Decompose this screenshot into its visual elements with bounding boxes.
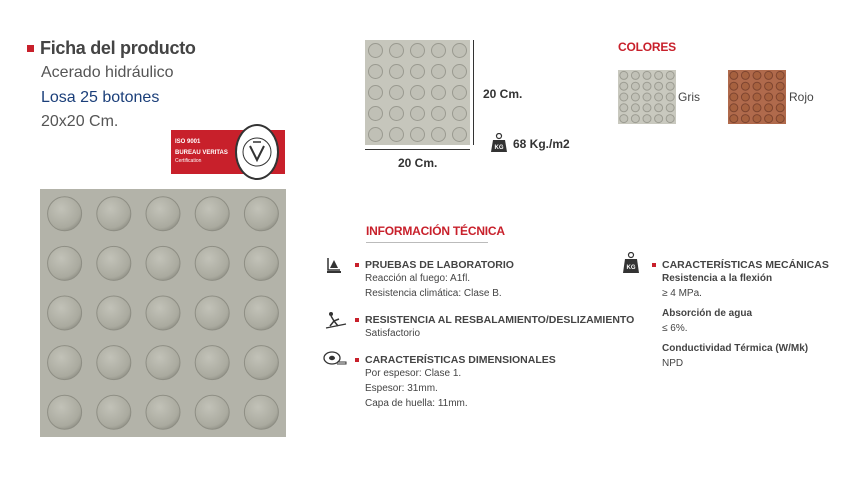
- tile-button: [244, 246, 278, 280]
- tile-button: [655, 104, 663, 112]
- tile-button: [741, 93, 749, 101]
- cert-certification: Certification: [175, 158, 202, 164]
- tile-button: [411, 65, 425, 79]
- tile-button: [411, 86, 425, 100]
- tile-button: [390, 128, 404, 142]
- tile-button: [753, 115, 761, 123]
- mechanical-title: CARACTERÍSTICAS MECÁNICAS: [662, 259, 829, 271]
- tile-button: [369, 107, 383, 121]
- fire-reaction: Reacción al fuego: A1fl.: [365, 273, 471, 284]
- tile-button: [666, 82, 674, 90]
- color-name-gris: Gris: [678, 90, 700, 104]
- tile-button: [195, 346, 229, 380]
- tile-button: [753, 82, 761, 90]
- tile-button: [48, 346, 82, 380]
- tile-button: [776, 71, 784, 79]
- info-title: INFORMACIÓN TÉCNICA: [366, 224, 505, 238]
- thickness-class: Por espesor: Clase 1.: [365, 368, 462, 379]
- tile-button: [765, 104, 773, 112]
- flexion-label: Resistencia a la flexión: [662, 273, 773, 284]
- tile-button: [453, 107, 467, 121]
- tile-button: [369, 86, 383, 100]
- tile-button: [195, 296, 229, 330]
- tile-button: [631, 82, 639, 90]
- tile-button: [390, 65, 404, 79]
- title-bullet: [27, 45, 34, 52]
- tile-button: [643, 93, 651, 101]
- tile-button: [765, 82, 773, 90]
- tile-button: [643, 104, 651, 112]
- tile-button: [655, 115, 663, 123]
- absorption-value: ≤ 6%.: [662, 323, 688, 334]
- tile-button: [432, 86, 446, 100]
- tile-button: [244, 197, 278, 231]
- tile-button: [666, 93, 674, 101]
- tile-photo: [40, 189, 286, 437]
- tile-button: [369, 44, 383, 58]
- lab-tests-section: [355, 259, 514, 301]
- tile-button: [741, 71, 749, 79]
- info-divider: [366, 242, 488, 243]
- slip-result: Satisfactorio: [365, 328, 421, 339]
- thickness: Espesor: 31mm.: [365, 383, 438, 394]
- tile-button: [97, 395, 131, 429]
- tile-button: [390, 107, 404, 121]
- tile-button: [753, 104, 761, 112]
- tile-button: [411, 107, 425, 121]
- tile-button: [730, 82, 738, 90]
- width-dimension-line: [365, 149, 470, 150]
- tile-button: [776, 93, 784, 101]
- tile-button: [146, 246, 180, 280]
- conductivity-value: NPD: [662, 358, 684, 369]
- tile-button: [620, 115, 628, 123]
- product-category: Acerado hidráulico: [41, 64, 174, 81]
- product-sheet-title: [27, 38, 196, 59]
- fire-test-icon: [325, 256, 343, 279]
- tile-button: [390, 86, 404, 100]
- tile-button: [730, 93, 738, 101]
- certification-badge: [171, 130, 285, 174]
- height-dimension-line: [473, 40, 474, 145]
- tile-button: [620, 82, 628, 90]
- tile-button: [765, 93, 773, 101]
- tile-button: [730, 104, 738, 112]
- color-swatch-gris: [618, 70, 676, 124]
- tile-button: [453, 44, 467, 58]
- tile-width: 20 Cm.: [398, 156, 438, 170]
- tile-button: [776, 82, 784, 90]
- tile-button: [244, 296, 278, 330]
- tile-weight: 68 Kg./m2: [513, 137, 570, 151]
- tile-button: [666, 115, 674, 123]
- tile-button: [643, 82, 651, 90]
- tile-button: [411, 128, 425, 142]
- bullet: [355, 318, 359, 322]
- tile-button: [453, 128, 467, 142]
- tile-button: [146, 197, 180, 231]
- weight-icon-label: KG: [494, 145, 504, 151]
- tile-button: [97, 246, 131, 280]
- tile-button: [369, 65, 383, 79]
- mechanical-kg-label: KG: [626, 265, 636, 271]
- tile-button: [631, 71, 639, 79]
- tape-measure-icon: [323, 350, 347, 371]
- lab-tests-title: PRUEBAS DE LABORATORIO: [365, 259, 514, 271]
- climatic-resistance: Resistencia climática: Clase B.: [365, 288, 502, 299]
- tile-button: [631, 93, 639, 101]
- bureau-veritas-seal-icon: [235, 124, 279, 180]
- tile-button: [620, 93, 628, 101]
- cert-bureau: BUREAU VERITAS: [175, 150, 228, 156]
- tile-button: [195, 246, 229, 280]
- tile-button: [195, 395, 229, 429]
- tile-button: [97, 197, 131, 231]
- tile-button: [620, 104, 628, 112]
- tile-button: [765, 115, 773, 123]
- color-name-rojo: Rojo: [789, 90, 814, 104]
- conductivity-label: Conductividad Térmica (W/Mk): [662, 343, 809, 354]
- tile-button: [390, 44, 404, 58]
- tile-button: [195, 197, 229, 231]
- tile-button: [753, 93, 761, 101]
- tile-button: [631, 104, 639, 112]
- tile-button: [643, 115, 651, 123]
- color-swatch-rojo: [728, 70, 786, 124]
- tile-button: [631, 115, 639, 123]
- tile-button: [244, 346, 278, 380]
- mechanical-kg-icon: [622, 252, 640, 279]
- tile-button: [741, 104, 749, 112]
- page-title: Ficha del producto: [40, 38, 196, 58]
- dimensional-title: CARACTERÍSTICAS DIMENSIONALES: [365, 354, 556, 366]
- tile-button: [369, 128, 383, 142]
- tile-button: [753, 71, 761, 79]
- flexion-value: ≥ 4 MPa.: [662, 288, 702, 299]
- tile-button: [48, 197, 82, 231]
- tile-button: [741, 115, 749, 123]
- product-name: Losa 25 botones: [41, 89, 160, 106]
- tile-button: [48, 246, 82, 280]
- tile-button: [730, 71, 738, 79]
- slip-icon: [325, 311, 347, 334]
- tile-button: [655, 71, 663, 79]
- tile-button: [146, 395, 180, 429]
- tile-button: [432, 65, 446, 79]
- tile-button: [666, 71, 674, 79]
- tile-button: [48, 395, 82, 429]
- tile-button: [432, 44, 446, 58]
- dimensional-section: [355, 354, 556, 411]
- mechanical-section: [652, 259, 829, 371]
- tile-button: [620, 71, 628, 79]
- tile-button: [666, 104, 674, 112]
- slip-resistance-title: RESISTENCIA AL RESBALAMIENTO/DESLIZAMIENTO: [365, 314, 635, 326]
- slip-resistance-section: [355, 314, 634, 341]
- tile-button: [776, 104, 784, 112]
- colors-title: COLORES: [618, 40, 676, 54]
- bullet: [355, 263, 359, 267]
- tile-button: [655, 93, 663, 101]
- tile-height: 20 Cm.: [483, 87, 523, 101]
- tile-button: [97, 346, 131, 380]
- tile-button: [97, 296, 131, 330]
- tile-button: [776, 115, 784, 123]
- tile-button: [244, 395, 278, 429]
- tile-button: [765, 71, 773, 79]
- tile-button: [411, 44, 425, 58]
- bullet: [355, 358, 359, 362]
- tile-button: [453, 65, 467, 79]
- tile-button: [146, 346, 180, 380]
- tile-button: [643, 71, 651, 79]
- tile-button: [730, 115, 738, 123]
- tile-button: [432, 107, 446, 121]
- cert-iso: ISO 9001: [175, 139, 201, 145]
- tile-button: [655, 82, 663, 90]
- tile-button: [741, 82, 749, 90]
- absorption-label: Absorción de agua: [662, 308, 753, 319]
- tile-button: [146, 296, 180, 330]
- weight-icon: [490, 133, 508, 158]
- bullet: [652, 263, 656, 267]
- tile-diagram: [365, 40, 470, 145]
- tile-button: [453, 86, 467, 100]
- tread-layer: Capa de huella: 11mm.: [365, 398, 468, 409]
- product-size: 20x20 Cm.: [41, 113, 119, 130]
- tile-button: [48, 296, 82, 330]
- tile-button: [432, 128, 446, 142]
